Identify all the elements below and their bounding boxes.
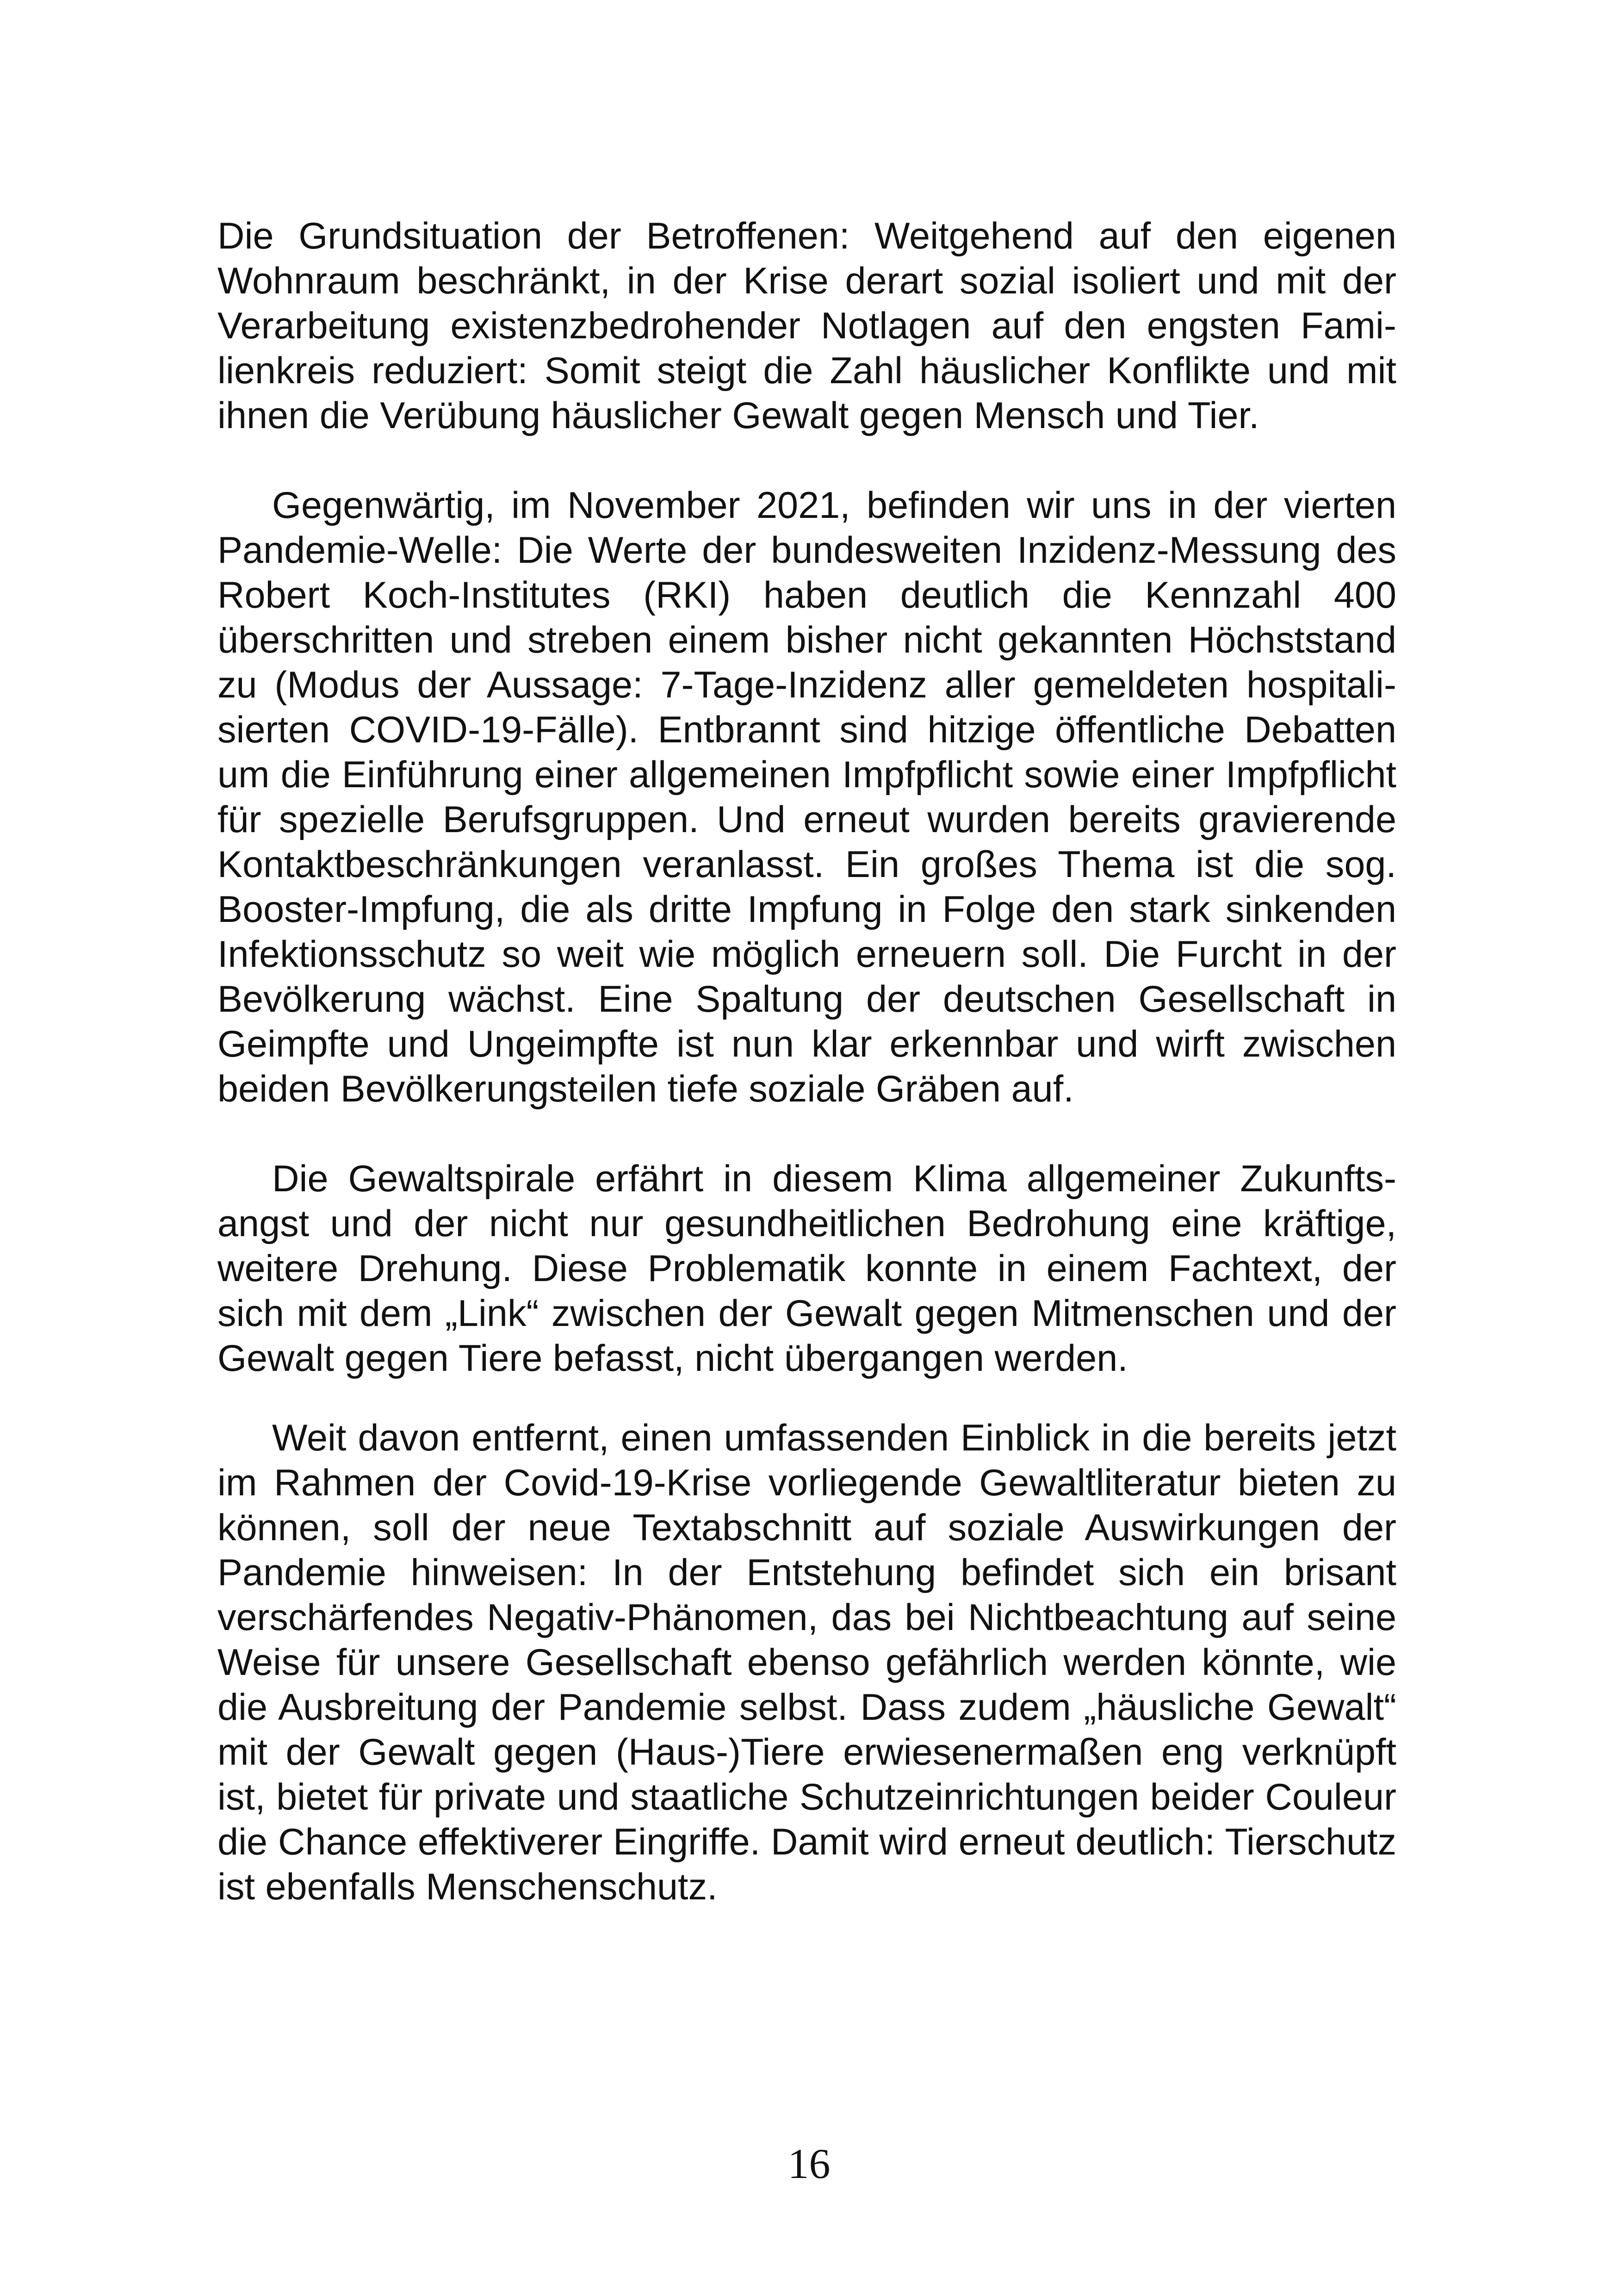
paragraph-4: Weit davon entfernt, einen umfassenden Einblick in die bereits jetzt im Rahmen der Covid-19-Krise vorliegende Gewaltliteratur bieten zu können, soll der neue Textabschnitt auf soziale Auswirkungen der Pandemie hinweisen: In der Entstehung befindet sich ein brisant verschärfendes Negativ-Phänomen, das bei Nichtbeachtung auf seine Weise für unsere Gesellschaft ebenso gefährlich werden könnte, wie die Ausbreitung der Pandemie selbst. Dass zudem „häusliche Gewalt“ mit der Gewalt gegen (Haus-)Tiere erwiesenermaßen eng verknüpft ist, bietet für private und staatliche Schutzeinrichtungen beider Couleur die Chance effektiverer Eingriffe. Damit wird erneut deutlich: Tierschutz ist ebenfalls Menschenschutz. [217,1417,1396,1908]
paragraph-2: Gegenwärtig, im November 2021, befinden wir uns in der vierten Pandemie-Welle: Die Werte der bundesweiten Inzidenz-Messung des Robert Koch-Institutes (RKI) haben deutlich die Kennzahl 400 überschritten und streben einem bisher nicht gekannten Höchststand zu (Modus der Aussage: 7-Tage-Inzidenz aller gemeldeten hospitalisierten COVID-19-Fälle). Entbrannt sind hitzige öffentliche Debatten um die Einführung einer allgemeinen Impfpflicht sowie einer Impfpflicht für spezielle Berufsgruppen. Und erneut wurden bereits gravierende Kontaktbeschränkungen veranlasst. Ein großes Thema ist die sog. Booster-Impfung, die als dritte Impfung in Folge den stark sinkenden Infektionsschutz so weit wie möglich erneuern soll. Die Furcht in der Bevölkerung wächst. Eine Spaltung der deutschen Gesellschaft in Geimpfte und Ungeimpfte ist nun klar erkennbar und wirft zwischen beiden Bevölkerungsteilen tiefe soziale Gräben auf. [217,485,1396,1110]
paragraph-1: Die Grundsituation der Betroffenen: Weitgehend auf den eigenen Wohnraum beschränkt, in der Krise derart sozial isoliert und mit der Verarbeitung existenzbedrohender Notlagen auf den engsten Familienkreis reduziert: Somit steigt die Zahl häuslicher Konflikte und mit ihnen die Verübung häuslicher Gewalt gegen Mensch und Tier. [217,215,1396,436]
paragraph-3: Die Gewaltspirale erfährt in diesem Klima allgemeiner Zukunftsangst und der nicht nur gesundheitlichen Bedrohung eine kräftige, weitere Drehung. Diese Problematik konnte in einem Fachtext, der sich mit dem „Link“ zwischen der Gewalt gegen Mitmenschen und der Gewalt gegen Tiere befasst, nicht übergangen werden. [217,1158,1396,1379]
page-number: 16 [787,2140,831,2187]
body-text [217,214,1396,1910]
